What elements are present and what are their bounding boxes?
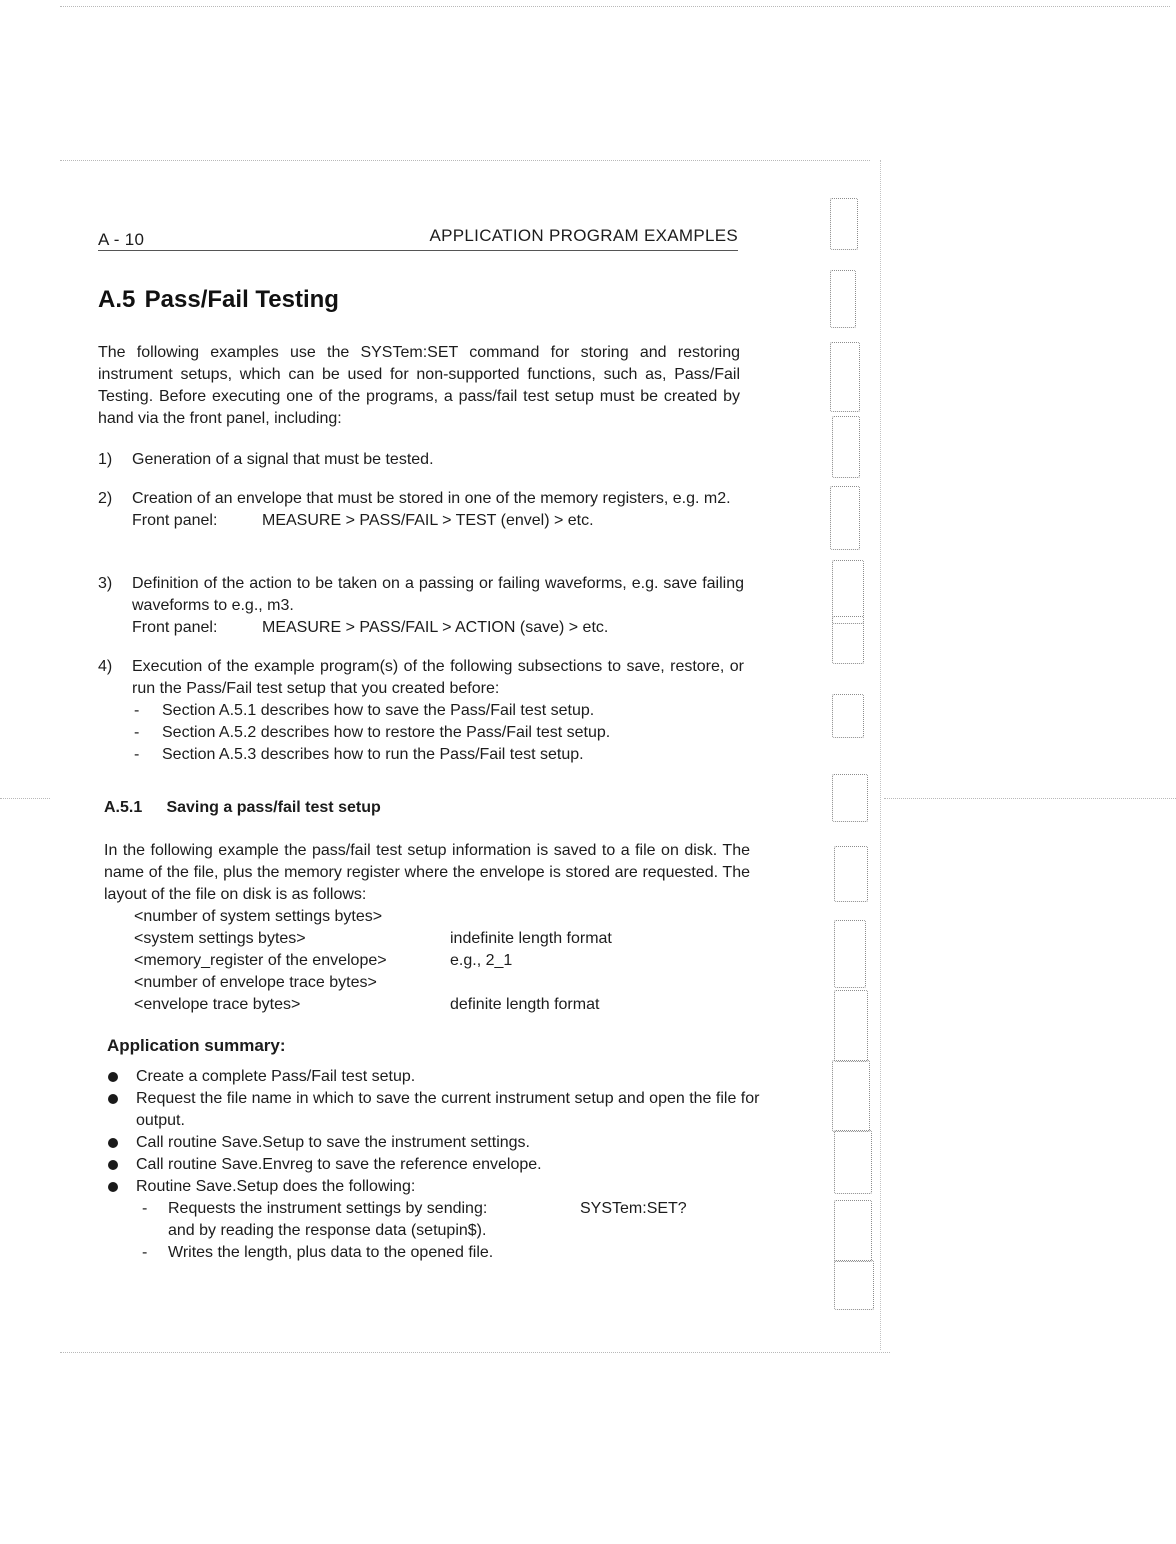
intro-paragraph: The following examples use the SYSTem:SET command for storing and restoring instrument setups, which can be used for non-supported functions, such as, Pass/Fail Testing. Before executing one of the programs, a pass/fail test setup must be created by hand via the front panel, including: [98,344,740,427]
index-tabs [824,160,894,1350]
summary-bullet [108,1176,768,1198]
file-layout-note: e.g., 2_1 [450,952,513,969]
scpi-command: SYSTem:SET? [580,1200,687,1217]
index-tab [830,486,860,550]
file-layout-note: indefinite length format [450,930,612,947]
scan-upper-edge [60,160,870,161]
summary-bullet [108,1154,768,1176]
scan-lower-edge [60,1352,890,1353]
subsection-title: Saving a pass/fail test setup [166,799,381,816]
file-layout-item: <number of system settings bytes> [134,908,383,925]
summary-sub-bullet-text: Writes the length, plus data to the opened file. [168,1244,494,1261]
front-panel-path: MEASURE > PASS/FAIL > ACTION (save) > etc. [262,619,609,636]
file-layout-item: <envelope trace bytes> [134,996,301,1013]
application-summary-title: Application summary: [107,1036,286,1055]
step-3 [98,573,744,639]
subsection-heading [104,799,381,817]
file-layout-item: <number of envelope trace bytes> [134,974,377,991]
summary-bullet-text: Create a complete Pass/Fail test setup. [136,1068,416,1085]
summary-bullet-text: Request the file name in which to save the current instrument setup and open the file for output. [136,1090,760,1129]
file-layout-note: definite length format [450,996,600,1013]
summary-bullet-text: Call routine Save.Setup to save the instrument settings. [136,1134,530,1151]
summary-sub-bullet [108,1242,768,1264]
bullet-dot-icon [108,1182,118,1192]
page-header [98,226,738,251]
step-text: Generation of a signal that must be tested. [132,451,434,468]
index-tab [832,616,864,664]
step-subitem: - Section A.5.1 describes how to save the Pass/Fail test setup. [132,700,744,722]
section-title: Pass/Fail Testing [144,286,339,313]
summary-bullet [108,1088,768,1132]
step-text: Definition of the action to be taken on a passing or failing waveforms, e.g. save failing waveforms to e.g., m3. [132,575,744,614]
bullet-dot-icon [108,1072,118,1082]
index-tab [830,198,858,250]
scan-top-edge [60,6,1170,7]
page-number: A - 10 [98,230,145,249]
summary-bullet-text: Routine Save.Setup does the following: [136,1178,416,1195]
front-panel-line [132,617,744,639]
front-panel-line [132,510,744,532]
step-text: Execution of the example program(s) of the following subsections to save, restore, or run the Pass/Fail test setup that you created before: [132,658,744,697]
index-tab [834,920,866,988]
bullet-dot-icon [108,1094,118,1104]
step-subitem: - Section A.5.3 describes how to run the Pass/Fail test setup. [132,744,744,766]
summary-sub-bullet [108,1198,768,1242]
summary-sub-bullet-continuation: and by reading the response data (setupin$). [168,1222,487,1239]
application-summary-list [108,1066,768,1264]
index-tab [830,342,860,412]
index-tab [830,270,856,328]
index-tab [834,1260,874,1310]
file-layout-item: <memory_register of the envelope> [134,952,387,969]
step-subitem: - Section A.5.2 describes how to restore the Pass/Fail test setup. [132,722,744,744]
index-tab [832,1060,870,1132]
summary-bullet-text: Call routine Save.Envreg to save the reference envelope. [136,1156,542,1173]
index-tab [834,846,868,902]
front-panel-label: Front panel: [132,619,218,636]
step-number: 2) [98,490,113,507]
step-4 [98,656,744,766]
index-tab [832,694,864,738]
step-text: Creation of an envelope that must be stored in one of the memory registers, e.g. m2. [132,490,731,507]
front-panel-label: Front panel: [132,512,218,529]
summary-bullet [108,1066,768,1088]
step-1 [98,449,744,471]
step-2 [98,488,744,532]
index-tab [834,1130,872,1194]
step-number: 3) [98,575,113,592]
step-number: 4) [98,658,113,675]
subsection-number: A.5.1 [104,799,143,816]
step-number: 1) [98,451,113,468]
index-tab [832,416,860,478]
scan-middle-edge-right [884,798,1176,799]
file-layout-item: <system settings bytes> [134,930,306,947]
index-tab [834,1200,872,1262]
section-heading [98,286,339,314]
bullet-dot-icon [108,1160,118,1170]
front-panel-path: MEASURE > PASS/FAIL > TEST (envel) > etc. [262,512,594,529]
summary-sub-bullet-text: Requests the instrument settings by sending: [168,1200,488,1217]
section-number: A.5 [98,286,136,313]
index-tab [834,990,868,1062]
index-tab [832,560,864,624]
bullet-dot-icon [108,1138,118,1148]
index-tab [832,774,868,822]
chapter-title: APPLICATION PROGRAM EXAMPLES [429,226,738,245]
subsection-paragraph: In the following example the pass/fail test setup information is saved to a file on disk. The name of the file, plus the memory register where the envelope is stored are requested. The layout of the file on disk is as follows: [104,842,750,903]
summary-bullet [108,1132,768,1154]
scan-middle-edge-left [0,798,50,799]
